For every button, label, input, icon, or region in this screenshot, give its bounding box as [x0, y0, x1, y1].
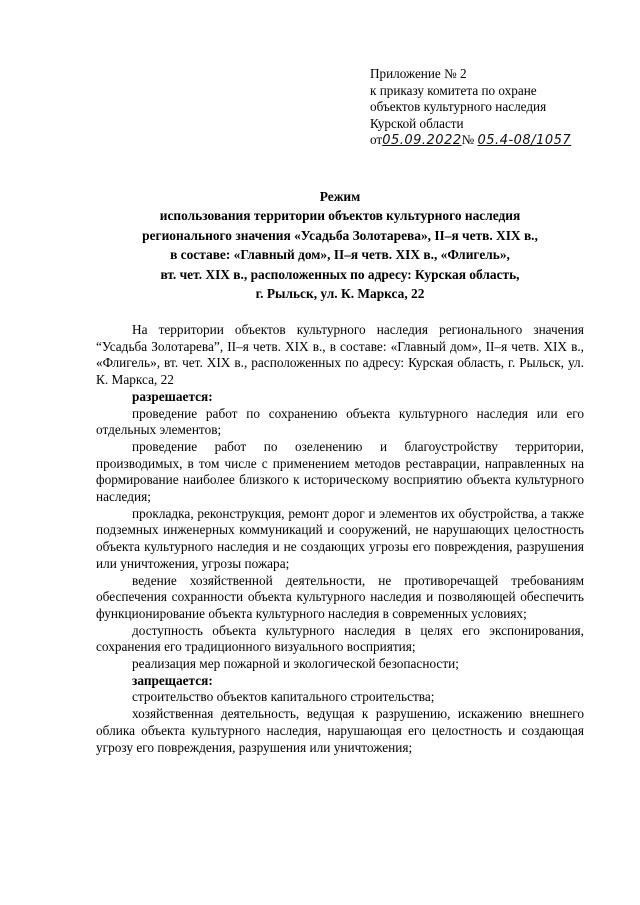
allowed-item: ведение хозяйственной деятельности, не противоречащей требованиям обеспечения сохранности объекта культурного наследия и позволяющей обеспечить функционирование объекта культурного наследия в современных условиях; [96, 572, 584, 621]
title-line-4: в составе: «Главный дом», II–я четв. XIX в., «Флигель», [170, 247, 510, 263]
intro-paragraph: На территории объектов культурного наследия регионального значения “Усадьба Золотарева”, II–я четв. XIX в., в составе: «Главный дом», II–я четв. XIX в., «Флигель», вт. чет. XIX в., расположенных по адресу: Курская область, г. Рыльск, ул. К. Маркса, 22 [96, 322, 584, 388]
appendix-committee-line: объектов культурного наследия [370, 99, 547, 115]
allowed-item: доступность объекта культурного наследия в целях его экспонирования, сохранения его традиционного визуального восприятия; [96, 622, 584, 655]
forbidden-item: хозяйственная деятельность, ведущая к разрушению, искажению внешнего облика объекта культурного наследия, нарушающая его целостность и создающая угрозу его повреждения, разрушения или уничтожения; [96, 706, 584, 755]
order-number: 05.4-08/1057 [477, 133, 572, 149]
appendix-region-line: Курской области [370, 115, 464, 131]
allowed-item: проведение работ по сохранению объекта культурного наследия или его отдельных элементов; [96, 405, 584, 438]
number-sign: № [461, 132, 475, 148]
title-line-3: регионального значения «Усадьба Золотарева», II–я четв. XIX в., [142, 227, 538, 243]
from-label: от [370, 132, 383, 148]
forbidden-heading: запрещается: [132, 672, 213, 688]
appendix-header [370, 66, 620, 150]
document-title [80, 187, 600, 303]
appendix-date-number-line [370, 132, 620, 150]
order-date: 05.09.2022 [382, 133, 462, 149]
title-line-1: Режим [319, 189, 361, 204]
title-line-2: использования территории объектов культурного наследия [159, 208, 521, 224]
appendix-number: Приложение № 2 [370, 66, 467, 81]
allowed-heading: разрешается: [132, 388, 213, 404]
allowed-item: реализация мер пожарной и экологической безопасности; [132, 656, 459, 672]
forbidden-item: строительство объектов капитального строительства; [132, 689, 435, 705]
allowed-item: проведение работ по озеленению и благоустройству территории, производимых, в том числе с применением методов реставрации, направленных на формирование наиболее близкого к историческому восприятию объекта культурного наследия; [96, 438, 584, 505]
title-line-6: г. Рыльск, ул. К. Маркса, 22 [255, 286, 425, 302]
allowed-item: прокладка, реконструкция, ремонт дорог и элементов их обустройства, а также подземных инженерных коммуникаций и сооружений, не нарушающих целостность объекта культурного наследия и не создающих угрозы его повреждения, разрушения или уничтожения, угрозы пожара; [96, 505, 584, 571]
appendix-order-line: к приказу комитета по охране [370, 82, 537, 98]
title-line-5: вт. чет. XIX в., расположенных по адресу: Курская область, [160, 266, 520, 282]
document-body [96, 322, 584, 756]
